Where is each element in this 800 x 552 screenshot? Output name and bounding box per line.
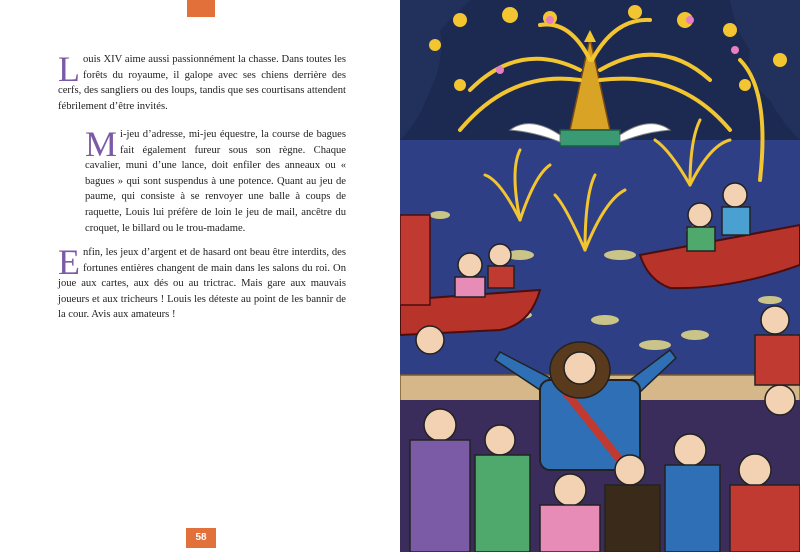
paragraph-ring-race: [85, 124, 346, 236]
paragraph-hunting: [58, 49, 346, 114]
paragraph-hunting-text: ouis XIV aime aussi passionnément la chasse. Dans toutes les forêts du royaume, il galope avec ses chiens derrière des cerfs, des sangliers ou des loups, tandis que ses courtisans attendent fébrilement d’être invités.: [58, 54, 346, 112]
paragraph-gambling-text: nfin, les jeux d’argent et de hasard ont beau être interdits, des fortunes entières changent de main dans les salons du roi. On joue aux cartes, aux dés ou au trictrac. Mais gare aux mauvais joueurs et aux tricheurs ! Louis les déteste au point de les bannir de la cour. Avis aux amateurs !: [58, 247, 346, 321]
page-number: 58: [186, 528, 216, 548]
dropcap-l: L: [58, 49, 80, 89]
illustration-canvas: [400, 0, 800, 552]
fireworks-illustration: [400, 0, 800, 552]
dropcap-m: M: [85, 124, 118, 164]
top-accent-tab: [187, 0, 215, 17]
paragraph-gambling: [58, 242, 346, 323]
paragraph-ring-race-text: i-jeu d’adresse, mi-jeu équestre, la course de bagues fait également fureur sous son règne. Chaque cavalier, muni d’une lance, doit enfiler des anneaux ou « bagues » qui sont suspendus à une potence. Quant au jeu de paume, qui consiste à se renvoyer une balle à coups de raquette, Louis lui préfère de loin le jeu de mail, ancêtre du croquet, le billard ou le trou-madame.: [85, 129, 346, 234]
dropcap-e: E: [58, 242, 80, 282]
